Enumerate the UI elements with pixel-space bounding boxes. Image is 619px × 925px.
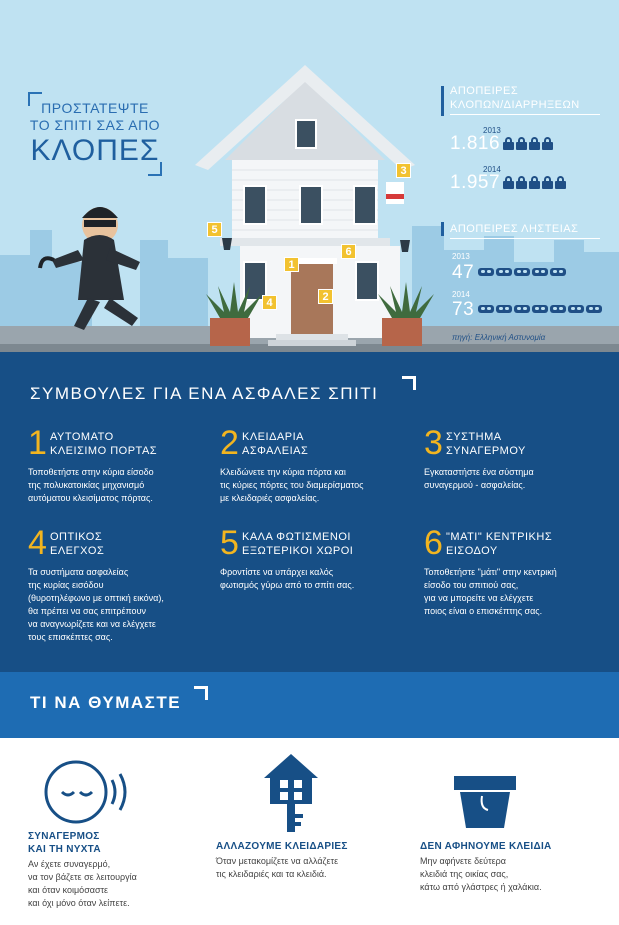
tips-title: ΣΥΜΒΟΥΛΕΣ ΓΙΑ ΕΝΑ ΑΣΦΑΛΕΣ ΣΠΙΤΙ — [30, 384, 379, 403]
hero-title-box — [28, 92, 162, 176]
mask-icon — [550, 305, 566, 313]
robbery-year-2014: 2014 — [452, 290, 470, 299]
padlock-icon — [516, 137, 527, 150]
padlock-icon — [503, 176, 514, 189]
robbery-icons-2013 — [478, 268, 566, 276]
burglary-year-2014: 2014 — [483, 165, 501, 174]
tip-heading: ΟΠΤΙΚΟΣ ΕΛΕΓΧΟΣ — [50, 531, 105, 557]
tip-number: 6 — [424, 524, 443, 562]
tip-description: Τοποθετήστε στην κύρια είσοδο της πολυκατοικίας μηχανισμό αυτόματου κλεισίματος πόρτας. — [28, 467, 154, 503]
padlock-icon — [542, 137, 553, 150]
burglary-value-2014: 1.957 — [450, 172, 501, 193]
remember-title-corner — [194, 686, 208, 700]
remember-description-3: Μην αφήνετε δεύτερα κλειδιά της οικίας σας, κάτω από γλάστρες ή χαλάκια. — [420, 856, 542, 892]
mask-icon — [514, 305, 530, 313]
tip-heading: ΑΥΤΟΜΑΤΟ ΚΛΕΙΣΙΜΟ ΠΟΡΤΑΣ — [50, 431, 158, 457]
hero-title-main: ΚΛΟΠΕΣ — [30, 134, 160, 167]
tip-number: 1 — [28, 424, 47, 462]
callout-2: 2 — [318, 289, 333, 304]
stat-accent-bar — [441, 222, 444, 236]
padlock-icon — [516, 176, 527, 189]
stat-accent-bar — [441, 86, 444, 116]
mask-icon — [478, 268, 494, 276]
callout-4: 4 — [262, 295, 277, 310]
mask-icon — [586, 305, 602, 313]
mask-icon — [550, 268, 566, 276]
remember-heading-3: ΔΕΝ ΑΦΗΝΟΥΜΕ ΚΛΕΙΔΙΑ — [420, 841, 552, 852]
burglary-icons-2013 — [503, 137, 553, 150]
tip-heading: ΚΛΕΙΔΑΡΙΑ ΑΣΦΑΛΕΙΑΣ — [242, 431, 309, 457]
robbery-value-2014: 73 — [452, 299, 475, 320]
mask-icon — [496, 305, 512, 313]
burglary-icons-2014 — [503, 176, 566, 189]
burglary-year-2013: 2013 — [483, 126, 501, 135]
hero-title-line1: ΠΡΟΣΤΑΤΕΨΤΕ — [41, 100, 149, 116]
padlock-icon — [503, 137, 514, 150]
mask-icon — [568, 305, 584, 313]
tip-description: Εγκαταστήστε ένα σύστημα συναγερμού - ασφαλείας. — [424, 467, 534, 490]
mask-icon — [514, 268, 530, 276]
tip-heading: ΚΑΛΑ ΦΩΤΙΣΜΕΝΟΙ ΕΞΩΤΕΡΙΚΟΙ ΧΩΡΟΙ — [242, 531, 354, 557]
tips-section — [0, 352, 619, 672]
remember-heading-2: ΑΛΛΑΖΟΥΜΕ ΚΛΕΙΔΑΡΙΕΣ — [216, 841, 348, 852]
tip-description: Τα συστήματα ασφαλείας της κυρίας εισόδου (θυροτηλέφωνο με οπτική εικόνα), θα πρέπει να σας επιτρέπουν να αναγνωρίζετε και να ελέγχετε τους επισκέπτες σας. — [28, 567, 164, 642]
remember-section — [0, 738, 619, 925]
remember-description-2: Όταν μετακομίζετε να αλλάζετε τις κλειδαριές και τα κλειδιά. — [216, 856, 339, 879]
remember-heading-1: ΣΥΝΑΓΕΡΜΟΣ ΚΑΙ ΤΗ ΝΥΧΤΑ — [28, 831, 101, 855]
robbery-value-2013: 47 — [452, 262, 475, 283]
sleeping-alarm-icon — [40, 756, 132, 828]
mask-icon — [532, 268, 548, 276]
padlock-icon — [529, 137, 540, 150]
robbery-year-2013: 2013 — [452, 252, 470, 261]
mask-icon — [496, 268, 512, 276]
robbery-divider — [450, 238, 600, 239]
tip-number: 3 — [424, 424, 443, 462]
mask-icon — [532, 305, 548, 313]
callout-6: 6 — [341, 244, 356, 259]
robbery-icons-2014 — [478, 305, 602, 313]
burglary-heading-line1: ΑΠΟΠΕΙΡΕΣ — [450, 85, 519, 97]
remember-description-1: Αν έχετε συναγερμό, να τον βάζετε σε λειτουργία και όταν κοιμόσαστε και όχι μόνο όταν λείπετε. — [28, 859, 137, 908]
burglary-divider — [450, 114, 600, 115]
tip-description: Φροντίστε να υπάρχει καλός φωτισμός γύρω από το σπίτι σας. — [220, 567, 355, 590]
burglary-value-2013: 1.816 — [450, 133, 501, 154]
tip-description: Τοποθετήστε "μάτι" στην κεντρική είσοδο του σπιτιού σας, για να μπορείτε να ελέγχετε ποιος είναι ο επισκέπτης σας. — [424, 567, 557, 616]
tip-number: 4 — [28, 524, 47, 562]
hero-section — [0, 0, 619, 352]
padlock-icon — [555, 176, 566, 189]
remember-title: ΤΙ ΝΑ ΘΥΜΑΣΤΕ — [30, 693, 182, 712]
tip-heading: ΣΥΣΤΗΜΑ ΣΥΝΑΓΕΡΜΟΥ — [446, 431, 526, 457]
house-key-icon — [262, 752, 320, 836]
callout-5: 5 — [207, 222, 222, 237]
tip-number: 5 — [220, 524, 239, 562]
robbery-heading: ΑΠΟΠΕΙΡΕΣ ΛΗΣΤΕΙΑΣ — [450, 223, 579, 235]
hero-title-line2: ΤΟ ΣΠΙΤΙ ΣΑΣ ΑΠΟ — [29, 117, 161, 133]
callout-1: 1 — [284, 257, 299, 272]
callout-3: 3 — [396, 163, 411, 178]
mask-icon — [478, 305, 494, 313]
padlock-icon — [542, 176, 553, 189]
flowerpot-icon — [452, 774, 518, 830]
tip-number: 2 — [220, 424, 239, 462]
source-note: πηγή: Ελληνική Αστυνομία — [452, 333, 546, 342]
tips-title-corner — [402, 376, 416, 390]
house — [195, 65, 415, 346]
burglary-heading-line2: ΚΛΟΠΩΝ/ΔΙΑΡΡΗΞΕΩΝ — [450, 99, 580, 111]
tip-description: Κλειδώνετε την κύρια πόρτα και τις κύριες πόρτες του διαμερίσματος με κλειδαριές ασφαλείας. — [220, 467, 364, 503]
remember-bar — [0, 672, 619, 738]
padlock-icon — [529, 176, 540, 189]
tip-heading: "ΜΑΤΙ" ΚΕΝΤΡΙΚΗΣ ΕΙΣΟΔΟΥ — [446, 531, 553, 557]
